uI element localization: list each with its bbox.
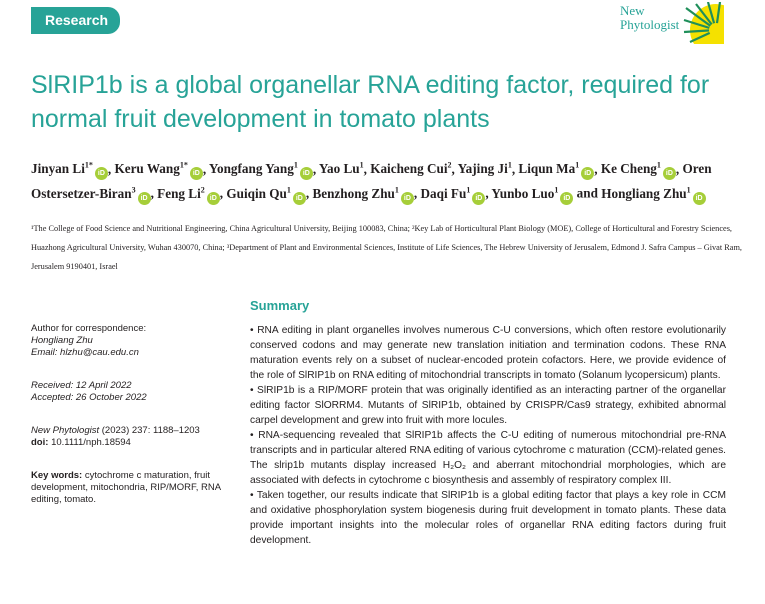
doi-label: doi: (31, 437, 49, 448)
orcid-icon[interactable]: iD (581, 167, 594, 180)
author-name: Benzhong Zhu$^1$ (312, 185, 399, 201)
journal-logo-line1: New (620, 3, 645, 18)
author-affiliation-mark: 3 (131, 185, 136, 195)
summary-bullet-3: • RNA-sequencing revealed that SlRIP1b affects the C-U editing of numerous mitochondrial pre-RNA transcripts and in particular altered RNA editing of various cytochrome c maturation (CCM)-related genes. The slrip1b mutants display increased H₂O₂ and aberrant mitochondrial morphologies, which are associated with defects in cytochrome c biosynthesis and assembly of respiratory complex III. (250, 430, 726, 486)
author-affiliation-mark: 1* (179, 161, 188, 170)
summary-body (250, 323, 726, 548)
accepted-date: Accepted: 26 October 2022 (31, 392, 147, 403)
author-name: Feng Li$^2$ (157, 185, 205, 201)
citation (31, 425, 231, 437)
correspondence-name: Hongliang Zhu (31, 335, 93, 346)
section-label: Research (45, 12, 109, 28)
keywords-label: Key words: (31, 470, 83, 481)
author-affiliation-mark: 1 (466, 185, 471, 195)
citation-journal: New Phytologist (31, 425, 100, 436)
author-affiliation-mark: 1 (293, 161, 298, 170)
doi-link[interactable]: 10.1111/nph.18594 (51, 437, 131, 448)
orcid-icon[interactable]: iD (401, 192, 414, 205)
summary-heading: Summary (250, 298, 310, 313)
author-affiliation-mark: 1* (84, 161, 93, 170)
author-affiliation-mark: 1 (656, 161, 661, 170)
author-affiliation-mark: 2 (447, 161, 452, 170)
received-date: Received: 12 April 2022 (31, 380, 132, 391)
summary-bullet-4: • Taken together, our results indicate that SlRIP1b is a global editing factor that plays a key role in CCM and oxidative phosphorylation system biogenesis during fruit development in tomato plants. These data provide important insights into the molecular roles of organellar RNA editing factors during fruit development. (250, 490, 726, 546)
author-affiliation-mark: 1 (575, 161, 580, 170)
keywords (31, 470, 231, 506)
orcid-icon[interactable]: iD (693, 192, 706, 205)
orcid-icon[interactable]: iD (293, 192, 306, 205)
author-name: Liqun Ma$^1$ (518, 161, 580, 177)
author-affiliation-mark: 1 (507, 161, 512, 170)
author-affiliation-mark: 1 (554, 185, 559, 195)
correspondence-email[interactable]: Email: hlzhu@cau.edu.cn (31, 347, 139, 358)
orcid-icon[interactable]: iD (95, 167, 108, 180)
orcid-icon[interactable]: iD (190, 167, 203, 180)
author-name: Yao Lu$^1$ (318, 161, 364, 177)
author-name: Yajing Ji$^1$ (457, 161, 512, 177)
journal-logo-text (620, 4, 682, 32)
author-name: Daqi Fu$^1$ (420, 185, 471, 201)
article-sidebar (31, 323, 231, 506)
author-list: Jinyan $Li^{1*}iD$ , Keru Wang$^{1*}$iD , Yongfang Yang$^1$iD , Yao Lu$^1$, Kaicheng Cui$^2$, Yajing Ji$^1$, Liqun Ma$^1$iD , Ke Cheng$^1$iD , Oren Ostersetzer-Biran$^3$iD , Feng Li$^2$iD , Guiqin Qu$^1$iD , Benzhong Zhu$^1$iD , Daqi Fu$^1$iD , Yunbo Luo$^1$iD and Hongliang Zhu$^1$iD (31, 156, 751, 205)
keywords-value: cytochrome c maturation, fruit development, mitochondria, RIP/MORF, RNA editing, tomato. (31, 470, 221, 505)
author-affiliation-mark: 1 (394, 185, 399, 195)
summary-bullet-2: • SlRIP1b is a RIP/MORF protein that was originally identified as an interacting partner of the organellar editing factor SlORRM4. Mutants of SlRIP1b, obtained by CRISPR/Cas9 strategy, exhibited abnormal carpel development and grew into fruit with more locules. (250, 385, 726, 426)
author-affiliation-mark: 1 (359, 161, 364, 170)
author-affiliation-mark: 2 (200, 185, 205, 195)
journal-logo-line2: Phytologist (620, 17, 680, 32)
sunburst-logo-icon (682, 2, 724, 44)
correspondence-label: Author for correspondence: (31, 323, 147, 334)
author-and: and (573, 185, 602, 201)
author-name: Yongfang Yang$^1$ (208, 161, 298, 177)
section-badge (31, 7, 120, 34)
affiliations: ¹The College of Food Science and Nutritional Engineering, China Agricultural University, Beijing 100083, China; ²Key Lab of Horticultural Plant Biology (MOE), College of Horticultural and Forestry Sciences, Huazhong Agricultural University, Wuhan 430070, China; ³Department of Plant and Environmental Sciences, Institute of Life Sciences, The Hebrew University of Jerusalem, Edmond J. Safra Campus – Givat Ram, Jerusalem 9190401, Israel (31, 224, 742, 271)
doi-line (31, 437, 231, 449)
author-name: Kaicheng Cui$^2$ (370, 161, 452, 177)
author-name: Jinyan $Li^{1*}$ (31, 161, 93, 177)
author-affiliation-mark: 1 (286, 185, 291, 195)
orcid-icon[interactable]: iD (300, 167, 313, 180)
author-name: Yunbo Luo$^1$ (491, 185, 559, 201)
orcid-icon[interactable]: iD (138, 192, 151, 205)
citation-details: (2023) 237: 1188–1203 (101, 425, 200, 436)
author-name: Oren Ostersetzer-Biran$^3$ (31, 161, 712, 201)
author-affiliation-mark: 1 (686, 185, 691, 195)
author-name: Ke Cheng$^1$ (600, 161, 661, 177)
orcid-icon[interactable]: iD (207, 192, 220, 205)
article-title: SlRIP1b is a global organellar RNA editing factor, required for normal fruit development in tomato plants (31, 71, 710, 133)
author-name: Guiqin Qu$^1$ (226, 185, 291, 201)
author-name: Hongliang Zhu$^1$ (601, 185, 691, 201)
orcid-icon[interactable]: iD (663, 167, 676, 180)
orcid-icon[interactable]: iD (560, 192, 573, 205)
author-name: Keru Wang$^{1*}$ (114, 161, 188, 177)
summary-bullet-1: • RNA editing in plant organelles involves numerous C-U conversions, which often restore evolutionarily conserved codons and may generate new translation initiation and termination codons. These RNA maturation events rely on a subset of nuclear-encoded protein cofactors. Here, we provide evidence of the role of SlRIP1b on RNA editing of mitochondrial transcripts in tomato (Solanum lycopersicum) plants. (250, 325, 726, 381)
orcid-icon[interactable]: iD (472, 192, 485, 205)
